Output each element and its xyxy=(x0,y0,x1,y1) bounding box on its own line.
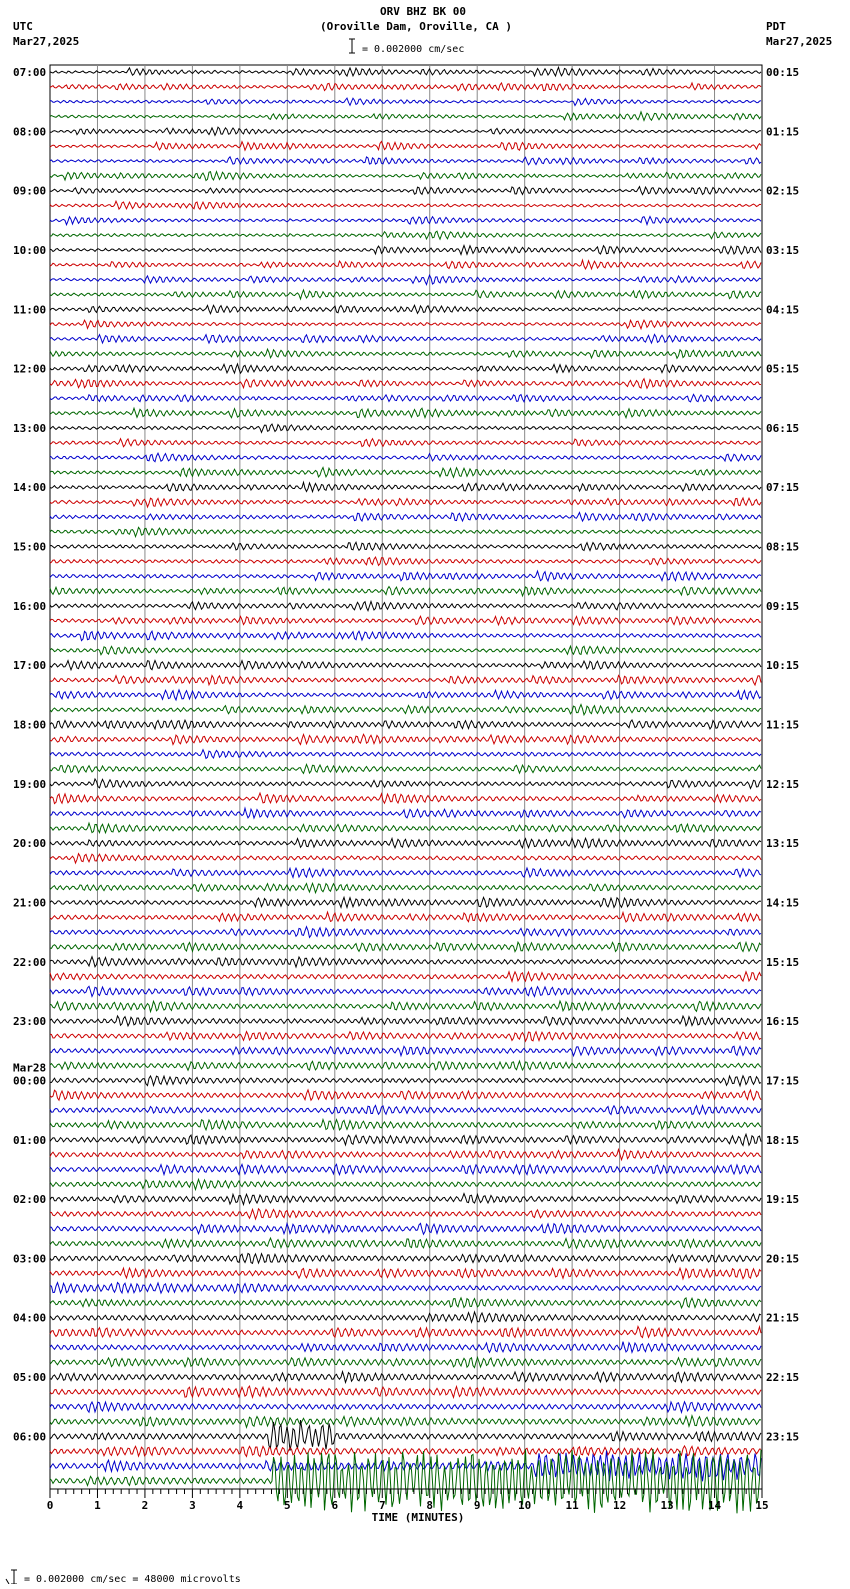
pdt-time-label: 12:15 xyxy=(766,777,800,791)
utc-time-label: 15:00 xyxy=(13,540,47,554)
utc-time-label: 08:00 xyxy=(13,125,47,139)
utc-time-label: 17:00 xyxy=(13,659,47,673)
utc-time-label: 23:00 xyxy=(13,1015,47,1029)
utc-time-label: 02:00 xyxy=(13,1193,47,1207)
x-axis-label: TIME (MINUTES) xyxy=(371,1511,465,1524)
pdt-time-label: 06:15 xyxy=(766,421,800,435)
right-date-label: Mar27,2025 xyxy=(766,35,833,48)
x-tick-label: 14 xyxy=(707,1499,722,1512)
pdt-time-label: 03:15 xyxy=(766,243,800,257)
x-tick-label: 5 xyxy=(284,1499,291,1512)
utc-time-label: 18:00 xyxy=(13,718,47,732)
utc-time-label: 11:00 xyxy=(13,303,47,317)
utc-time-label: 21:00 xyxy=(13,896,47,910)
utc-time-label: 03:00 xyxy=(13,1252,47,1266)
pdt-time-label: 18:15 xyxy=(766,1133,800,1147)
pdt-time-label: 00:15 xyxy=(766,66,800,79)
pdt-time-label: 05:15 xyxy=(766,362,800,376)
pdt-time-label: 01:15 xyxy=(766,125,800,139)
pdt-time-label: 21:15 xyxy=(766,1311,800,1325)
x-tick-label: 4 xyxy=(236,1499,244,1512)
pdt-time-label: 07:15 xyxy=(766,481,800,495)
pdt-time-label: 11:15 xyxy=(766,718,800,732)
utc-time-label: 16:00 xyxy=(13,599,47,613)
x-tick-label: 11 xyxy=(565,1499,579,1512)
x-tick-label: 12 xyxy=(612,1499,627,1512)
scale-label: = 0.002000 cm/sec xyxy=(362,44,465,55)
pdt-time-label: 08:15 xyxy=(766,540,800,554)
x-tick-label: 3 xyxy=(189,1499,196,1512)
pdt-time-label: 16:15 xyxy=(766,1015,800,1029)
pdt-time-label: 14:15 xyxy=(766,896,800,910)
left-date-label: Mar27,2025 xyxy=(13,35,80,48)
pdt-time-label: 23:15 xyxy=(766,1430,800,1444)
chart-title: ORV BHZ BK 00 xyxy=(379,5,467,18)
pdt-time-label: 15:15 xyxy=(766,955,800,969)
pdt-time-label: 10:15 xyxy=(766,659,800,673)
utc-time-label: 01:00 xyxy=(13,1133,47,1147)
pdt-time-label: 17:15 xyxy=(766,1074,800,1088)
pdt-time-label: 13:15 xyxy=(766,837,800,851)
utc-time-label: 14:00 xyxy=(13,481,47,495)
utc-time-label: 10:00 xyxy=(13,243,47,257)
pdt-time-label: 04:15 xyxy=(766,303,800,317)
x-tick-label: 1 xyxy=(94,1499,101,1512)
right-timezone-label: PDT xyxy=(766,20,786,33)
pdt-time-label: 22:15 xyxy=(766,1371,800,1385)
date-change-label: Mar28 xyxy=(13,1061,47,1075)
x-tick-label: 2 xyxy=(141,1499,149,1512)
utc-time-label: 20:00 xyxy=(13,837,47,851)
pdt-time-label: 09:15 xyxy=(766,599,800,613)
pdt-time-label: 02:15 xyxy=(766,184,800,198)
x-tick-label: 15 xyxy=(755,1499,769,1512)
x-tick-label: 9 xyxy=(473,1499,481,1512)
x-tick-label: 8 xyxy=(426,1499,434,1512)
utc-time-label: 22:00 xyxy=(13,955,47,969)
x-tick-label: 0 xyxy=(46,1499,54,1512)
utc-time-label: 05:00 xyxy=(13,1371,47,1385)
utc-time-label: 00:00 xyxy=(13,1074,47,1088)
calibration-label: = 0.002000 cm/sec = 48000 microvolts xyxy=(24,1574,241,1584)
chart-subtitle: (Oroville Dam, Oroville, CA ) xyxy=(319,20,513,33)
x-tick-label: 7 xyxy=(378,1499,386,1512)
utc-time-label: 12:00 xyxy=(13,362,47,376)
utc-time-label: 19:00 xyxy=(13,777,47,791)
x-tick-label: 6 xyxy=(331,1499,339,1512)
pdt-time-label: 20:15 xyxy=(766,1252,800,1266)
utc-time-label: 13:00 xyxy=(13,421,47,435)
x-tick-label: 13 xyxy=(660,1499,674,1512)
pdt-time-label: 19:15 xyxy=(766,1193,800,1207)
utc-time-label: 07:00 xyxy=(13,66,47,79)
left-timezone-label: UTC xyxy=(13,20,33,33)
utc-time-label: 09:00 xyxy=(13,184,47,198)
utc-time-label: 06:00 xyxy=(13,1430,47,1444)
utc-time-label: 04:00 xyxy=(13,1311,47,1325)
x-tick-label: 10 xyxy=(518,1499,532,1512)
